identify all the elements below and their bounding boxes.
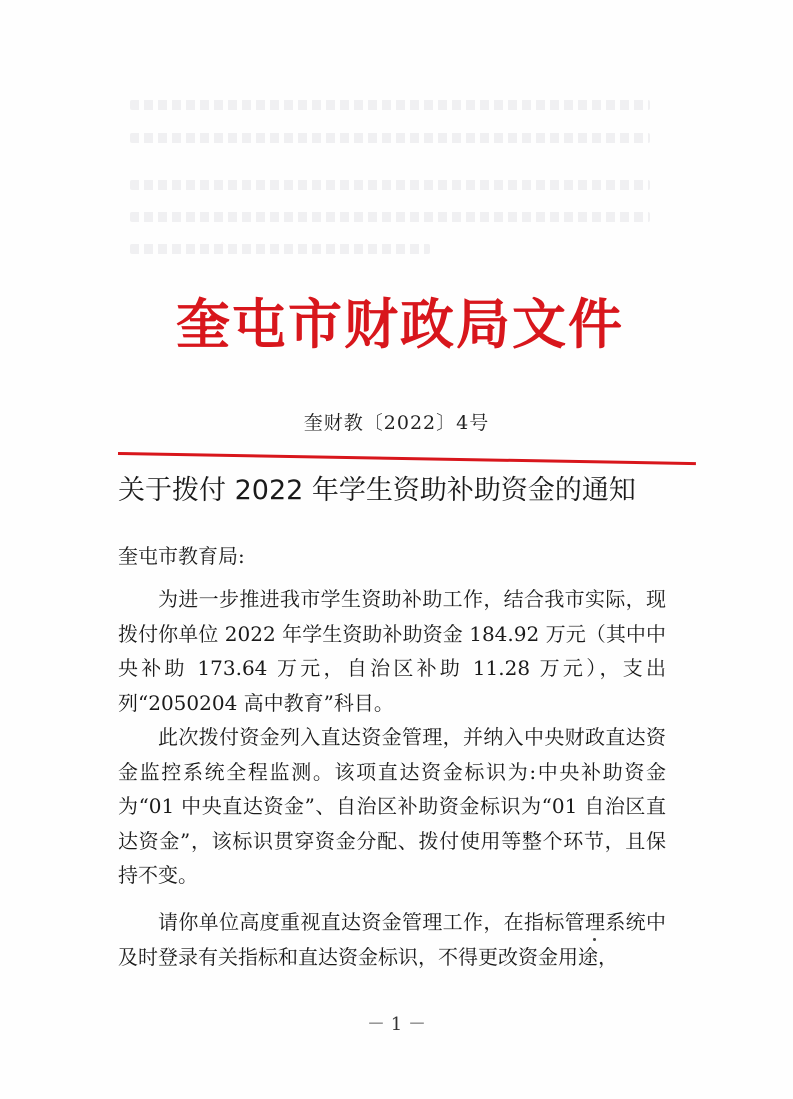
bleed-through-mark bbox=[130, 212, 650, 222]
bleed-through-mark bbox=[130, 133, 650, 143]
ink-dot bbox=[593, 938, 596, 941]
bleed-through-mark bbox=[130, 180, 650, 190]
body-paragraph-2 bbox=[118, 720, 666, 893]
paragraph-text: 请你单位高度重视直达资金管理工作，在指标管理系统中及时登录有关指标和直达资金标识，不得更改资金用途， bbox=[118, 910, 666, 969]
notice-title: 关于拨付 2022 年学生资助补助资金的通知 bbox=[118, 475, 636, 506]
body-paragraph-1 bbox=[118, 582, 666, 720]
red-divider-line bbox=[118, 452, 696, 465]
addressee: 奎屯市教育局: bbox=[118, 544, 245, 568]
page-number: － 1 － bbox=[367, 1014, 426, 1035]
document-header-title: 奎屯市财政局文件 bbox=[176, 292, 624, 356]
bleed-through-mark bbox=[130, 244, 430, 254]
paragraph-text: 此次拨付资金列入直达资金管理，并纳入中央财政直达资金监控系统全程监测。该项直达资金标识为:中央补助资金为“01 中央直达资金”、自治区补助资金标识为“01 自治区直达资金”，该标识贯穿资金分配、拨付使用等整个环节，且保持不变。 bbox=[118, 725, 666, 887]
paragraph-text: 为进一步推进我市学生资助补助工作，结合我市实际，现拨付你单位 2022 年学生资助补助资金 184.92 万元（其中中央补助 173.64 万元，自治区补助 11.28 万元），支出列“2050204 高中教育”科目。 bbox=[118, 587, 666, 715]
document-number: 奎财教〔2022〕4号 bbox=[303, 412, 490, 434]
bleed-through-mark bbox=[130, 100, 650, 110]
body-paragraph-3 bbox=[118, 905, 666, 974]
